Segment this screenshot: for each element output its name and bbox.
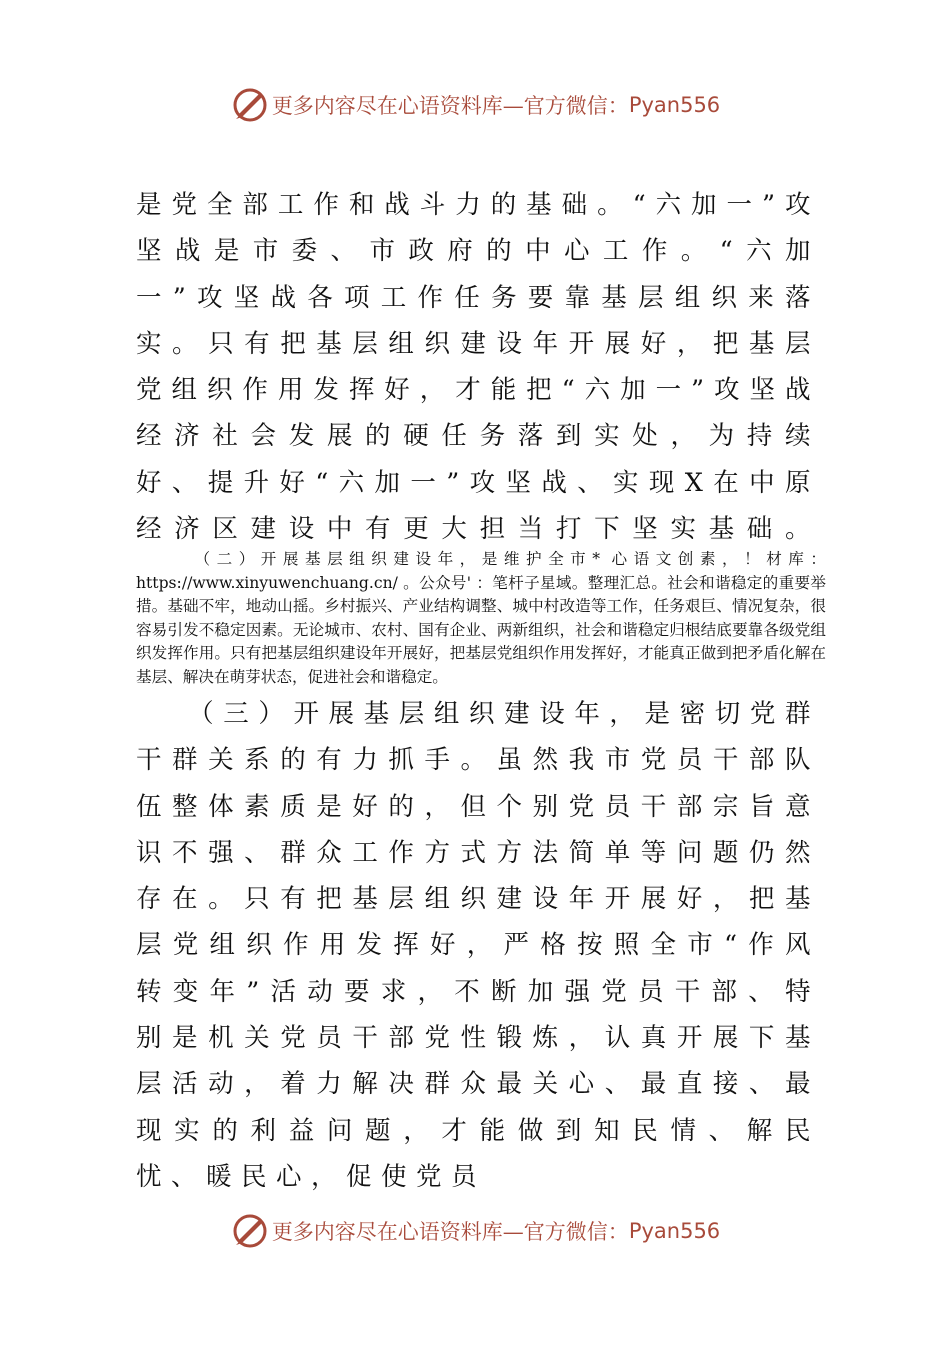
footer-banner xyxy=(0,1206,950,1256)
body-paragraph-1: 是党全部工作和战斗力的基础。“六加一”攻坚战是市委、市政府的中心工作。“六加一”攻坚战各项工作任务要靠基层组织来落实。只有把基层组织建设年开展好，把基层党组织作用发挥好，才能把“六加一”攻坚战经济社会发展的硬任务落到实处，为持续好、提升好“六加一”攻坚战、实现X在中原经济区建设中有更大担当打下坚实基础。 xyxy=(136,190,820,545)
pen-nib-icon xyxy=(230,1211,270,1251)
body-paragraph-3: （三）开展基层组织建设年，是密切党群干群关系的有力抓手。虽然我市党员干部队伍整体素质是好的，但个别党员干部宗旨意识不强、群众工作方式方法简单等问题仍然存在。只有把基层组织建设年开展好，把基层党组织作用发挥好，严格按照全市“作风转变年”活动要求，不断加强党员干部、特别是机关党员干部党性锻炼，认真开展下基层活动，着力解决群众最关心、最直接、最现实的利益问题，才能做到知民情、解民忧、暖民心，促使党员 xyxy=(136,699,820,1192)
banner-wechat-id: Pyan556 xyxy=(628,1219,721,1243)
header-banner xyxy=(0,80,950,130)
banner-text: 更多内容尽在心语资料库—官方微信： xyxy=(271,94,629,118)
banner-wechat-id: Pyan556 xyxy=(628,93,721,117)
banner-text: 更多内容尽在心语资料库—官方微信： xyxy=(271,1220,629,1244)
pen-nib-icon xyxy=(230,85,270,125)
body-paragraph-2: （二）开展基层组织建设年，是维护全市* 心语文创素，！材库：https://www.xinyuwenchuang.cn/ 。公众号' ：笔杆子星域。整理汇总。社会和谐稳定的重要举措。基础不牢，地动山摇。乡村振兴、产业结构调整、城中村改造等工作，任务艰巨、情况复杂，很容易引发不稳定因素。无论城市、农村、国有企业、两新组织，社会和谐稳定归根结底要靠各级党组织发挥作用。只有把基层组织建设年开展好，把基层党组织作用发挥好，才能真正做到把矛盾化解在基层、解决在萌芽状态，促进社会和谐稳定。 xyxy=(136,550,826,686)
